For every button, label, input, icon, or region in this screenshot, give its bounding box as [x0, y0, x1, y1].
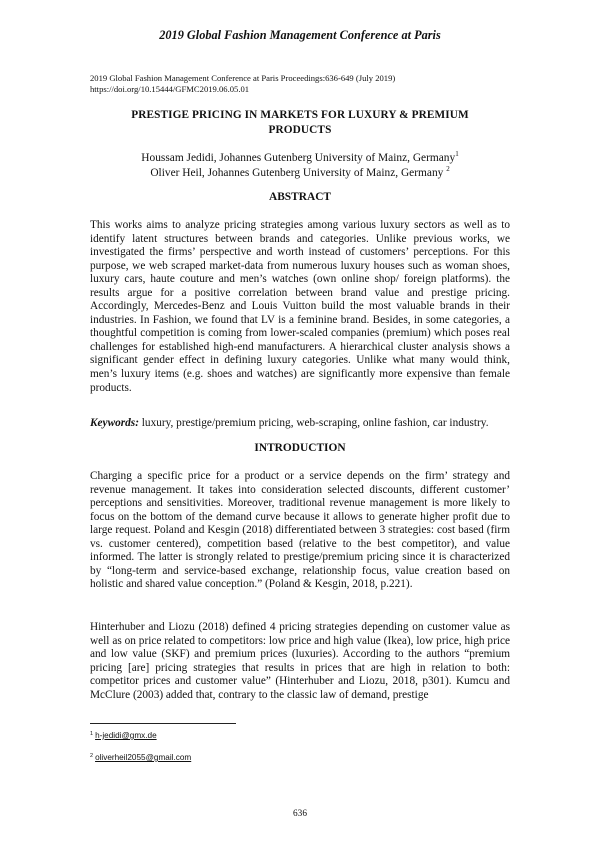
abstract-text: This works aims to analyze pricing strategies among various luxury sectors as well as to identify latent structures between brands and categories. Unlike previous works, we investigated the firms’ perspective and worth instead of customers’ perceptions. For this purpose, we web scraped market-data from numerous luxury houses such as woman shoes, luxury cars, haute couture and men’s watches (own online shop/ foreign platforms). the results argue for a positive correlation between brand value and prestige pricing. Accordingly, Mercedes-Benz and Louis Vuitton build the most valuable brands in their industries. In Fashion, we found that LV is a feminine brand. Besides, in some categories, a thoughtful competition is coming from lower-scaled companies (premium) which poses real challenges for established high-end manufacturers. A hierarchical cluster analysis shows a significant gender effect in defining luxury categories. Unlike what many would think, men’s luxury items (e.g. shoes and watches) are significantly more expensive than female products. [90, 219, 510, 394]
intro-paragraph-1: Charging a specific price for a product or a service depends on the firm’ strategy and revenue management. It takes into consideration selected discounts, different customer’ perceptions and sensitivities. Moreover, traditional revenue management is more likely to focus on the bottom of the demand curve because it allows to generate higher profit due to large request. Poland and Kesgin (2018) differentiated between 3 strategies: cost based (firm vs. customer centered), competition based (relative to the best competitor), and value informed. The latter is strongly related to prestige/premium pricing since it is characterized by “long-term and service-based exchange, relationship focus, value creation based on holistic and shared value conception.” (Poland & Kesgin, 2018, p.221). [90, 470, 510, 591]
keywords [90, 417, 510, 431]
intro-paragraph-2: Hinterhuber and Liozu (2018) defined 4 pricing strategies depending on customer value as well as on price related to competitors: low price and high value (Ikea), low price, high price and low value (SKF) and premium prices (luxuries). According to the authors “premium pricing [are] pricing strategies that results in prices that are high in relation to both: competitor prices and customer value” (Hinterhuber and Liozu, 2018, p301). Kumcu and McClure (2003) added that, contrary to the classic law of demand, prestige [90, 621, 510, 701]
proceedings-info [90, 73, 510, 95]
doi-link[interactable]: https://doi.org/10.15444/GFMC2019.06.05.01 [90, 84, 250, 94]
title-line-2: PRODUCTS [268, 123, 332, 136]
footnote-2 [90, 753, 191, 762]
footnote-2-email-link[interactable]: oliverheil2055@gmail.com [95, 753, 192, 762]
introduction-heading: INTRODUCTION [254, 442, 346, 454]
keywords-label: Keywords: [90, 417, 139, 429]
author-2-text: Oliver Heil, Johannes Gutenberg University of Mainz, Germany [150, 166, 447, 179]
author-2 [90, 166, 510, 181]
keywords-text: luxury, prestige/premium pricing, web-scraping, online fashion, car industry. [138, 417, 489, 429]
author-1 [90, 151, 510, 166]
footnote-2-mark: 2 [90, 753, 94, 759]
proceedings-line: 2019 Global Fashion Management Conference at Paris Proceedings:636-649 (July 2019) [90, 73, 396, 83]
page-number: 636 [293, 809, 307, 819]
title-line-1: PRESTIGE PRICING IN MARKETS FOR LUXURY & PREMIUM [131, 109, 469, 121]
footnote-1-email-link[interactable]: h-jedidi@gmx.de [95, 731, 157, 740]
author-1-text: Houssam Jedidi, Johannes Gutenberg University of Mainz, Germany [141, 152, 456, 164]
author-1-footnote-mark[interactable]: 1 [455, 150, 459, 158]
paper-title [90, 108, 510, 137]
footnote-1-mark: 1 [90, 731, 94, 737]
abstract-heading: ABSTRACT [268, 191, 332, 203]
footnote-1 [90, 731, 157, 740]
author-2-footnote-mark[interactable]: 2 [446, 164, 450, 173]
author-list [90, 151, 510, 180]
footnote-rule [90, 723, 236, 724]
running-head: 2019 Global Fashion Management Conference at Paris [159, 28, 441, 42]
